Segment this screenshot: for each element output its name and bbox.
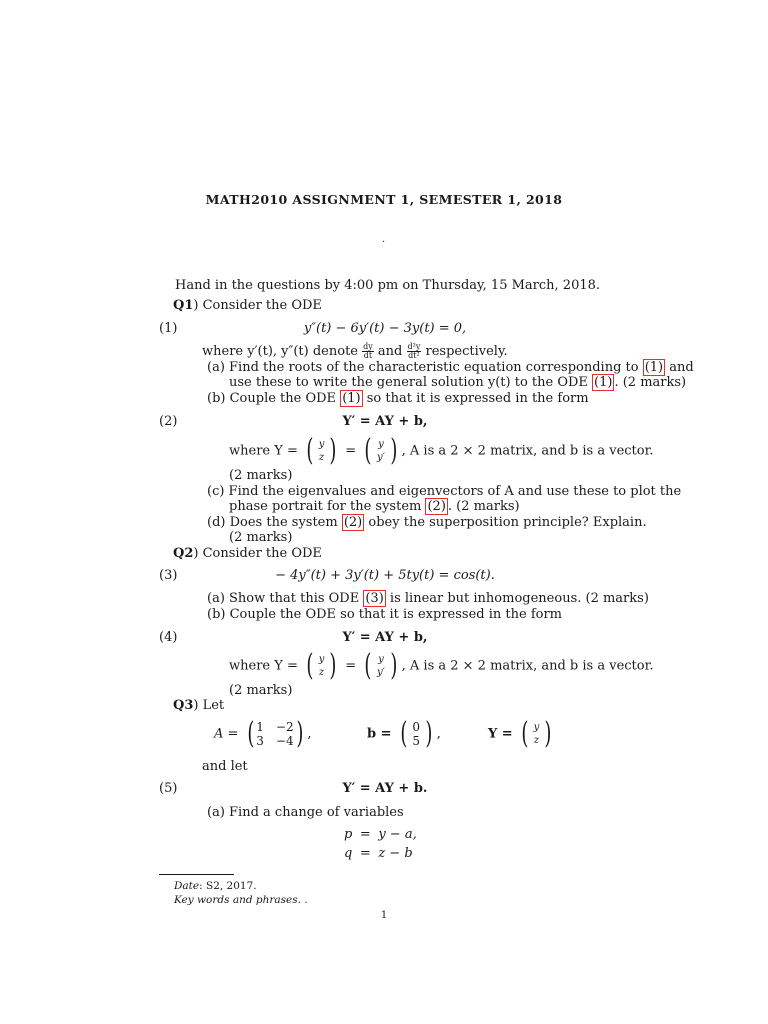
eq2-number: (2): [159, 414, 178, 429]
q2-text: ) Consider the ODE: [193, 546, 322, 561]
q2-label: Q2: [173, 546, 194, 561]
fraction-dy-dt: $\frac{dy}{dt}$: [363, 342, 373, 360]
ref-eq3[interactable]: (3): [365, 591, 384, 606]
q2b-marks: (2 marks): [229, 683, 293, 698]
eq5-number: (5): [159, 781, 178, 796]
ref-eq1[interactable]: (1): [342, 391, 361, 406]
q1-where-Y: where Y = ( y z ) = ( y y′ ) , A is a 2 × 2 matrix, and b is a vector.: [229, 433, 654, 468]
eq5: Y′ = AY + b.: [342, 781, 428, 796]
footnote-rule: [159, 874, 234, 875]
eq4-number: (4): [159, 630, 178, 645]
document-title: MATH2010 ASSIGNMENT 1, SEMESTER 1, 2018: [205, 192, 563, 207]
eq2: Y′ = AY + b,: [342, 414, 428, 429]
column-vector-y-z: ( y z ): [306, 433, 337, 468]
substitution-q: q = z − b: [344, 846, 413, 861]
ref-eq2[interactable]: (2): [427, 499, 446, 514]
ref-eq2[interactable]: (2): [343, 515, 363, 530]
intro-text: Hand in the questions by 4:00 pm on Thursday, 15 March, 2018.: [175, 278, 601, 293]
vector-Y-def: Y = ( y z ): [488, 719, 556, 749]
q3a-line: (a) Find a change of variables: [207, 805, 404, 820]
vector-b: ( 0 5 ): [400, 716, 433, 751]
vector-Y: ( y z ): [521, 716, 552, 751]
q2b-line: (b) Couple the ODE so that it is expressed in the form: [207, 607, 562, 622]
eq3-number: (3): [159, 568, 178, 583]
ref-eq1[interactable]: (1): [644, 360, 664, 375]
column-vector-y-yprime: ( y y′ ): [364, 433, 398, 468]
vector-b-def: b = ( 0 5 ) ,: [367, 716, 441, 751]
fraction-d2y-dt2: $\frac{\text{d²y}}{\text{dt²}}$: [407, 342, 421, 360]
q1c-line1: (c) Find the eigenvalues and eigenvectors of A and use these to plot the: [207, 484, 682, 499]
q1b-line: (b) Couple the ODE (1) so that it is expressed in the form: [207, 391, 589, 406]
eq1-number: (1): [159, 321, 178, 336]
q2a-line: (a) Show that this ODE (3) is linear but inhomogeneous. (2 marks): [207, 591, 649, 606]
q3-heading: [173, 698, 224, 714]
matrix-A: ( 1 −2 3 −4 ): [246, 716, 303, 751]
q1-label: Q1: [173, 298, 194, 313]
author-placeholder-dot: .: [382, 234, 386, 245]
substitution-p: p = y − a,: [344, 827, 417, 842]
matrix-A-def: A = ( 1 −2 3 −4 ) ,: [214, 716, 312, 751]
q1d-marks: (2 marks): [229, 530, 293, 545]
eq3: − 4y″(t) + 3y′(t) + 5ty(t) = cos(t).: [275, 568, 495, 583]
footnote-keywords: Key words and phrases. .: [174, 894, 308, 906]
q2-heading: [173, 546, 322, 562]
q3-label: Q3: [173, 698, 194, 713]
eq1: y″(t) − 6y′(t) − 3y(t) = 0,: [303, 321, 467, 336]
column-vector-y-z: ( y z ): [306, 648, 337, 683]
eq4: Y′ = AY + b,: [342, 630, 428, 645]
q1c-line2: phase portrait for the system (2) . (2 marks): [229, 499, 520, 514]
ref-eq1[interactable]: (1): [594, 375, 613, 390]
q1-text: ) Consider the ODE: [193, 298, 322, 313]
q1a-line1: (a) Find the roots of the characteristic equation corresponding to (1) and: [207, 360, 694, 375]
q2-where-Y: where Y = ( y z ) = ( y y′ ) , A is a 2 × 2 matrix, and b is a vector.: [229, 648, 654, 683]
q1-where-line: where y′(t), y″(t) denote $\frac{dy}{dt}$ and $\frac{\text{d²y}}{\text{dt²}}$ respectively.: [202, 342, 508, 360]
q1a-line2: use these to write the general solution y(t) to the ODE (1) . (2 marks): [229, 375, 687, 390]
q1b-marks: (2 marks): [229, 468, 293, 483]
q1-heading: [173, 298, 322, 314]
footnote-date: Date: S2, 2017.: [174, 880, 257, 892]
page-number: 1: [380, 910, 388, 921]
column-vector-y-yprime: ( y y′ ): [364, 648, 398, 683]
and-let-text: and let: [202, 759, 248, 774]
q1d-line1: (d) Does the system (2) obey the superposition principle? Explain.: [207, 515, 647, 530]
q3-text: ) Let: [193, 698, 225, 713]
